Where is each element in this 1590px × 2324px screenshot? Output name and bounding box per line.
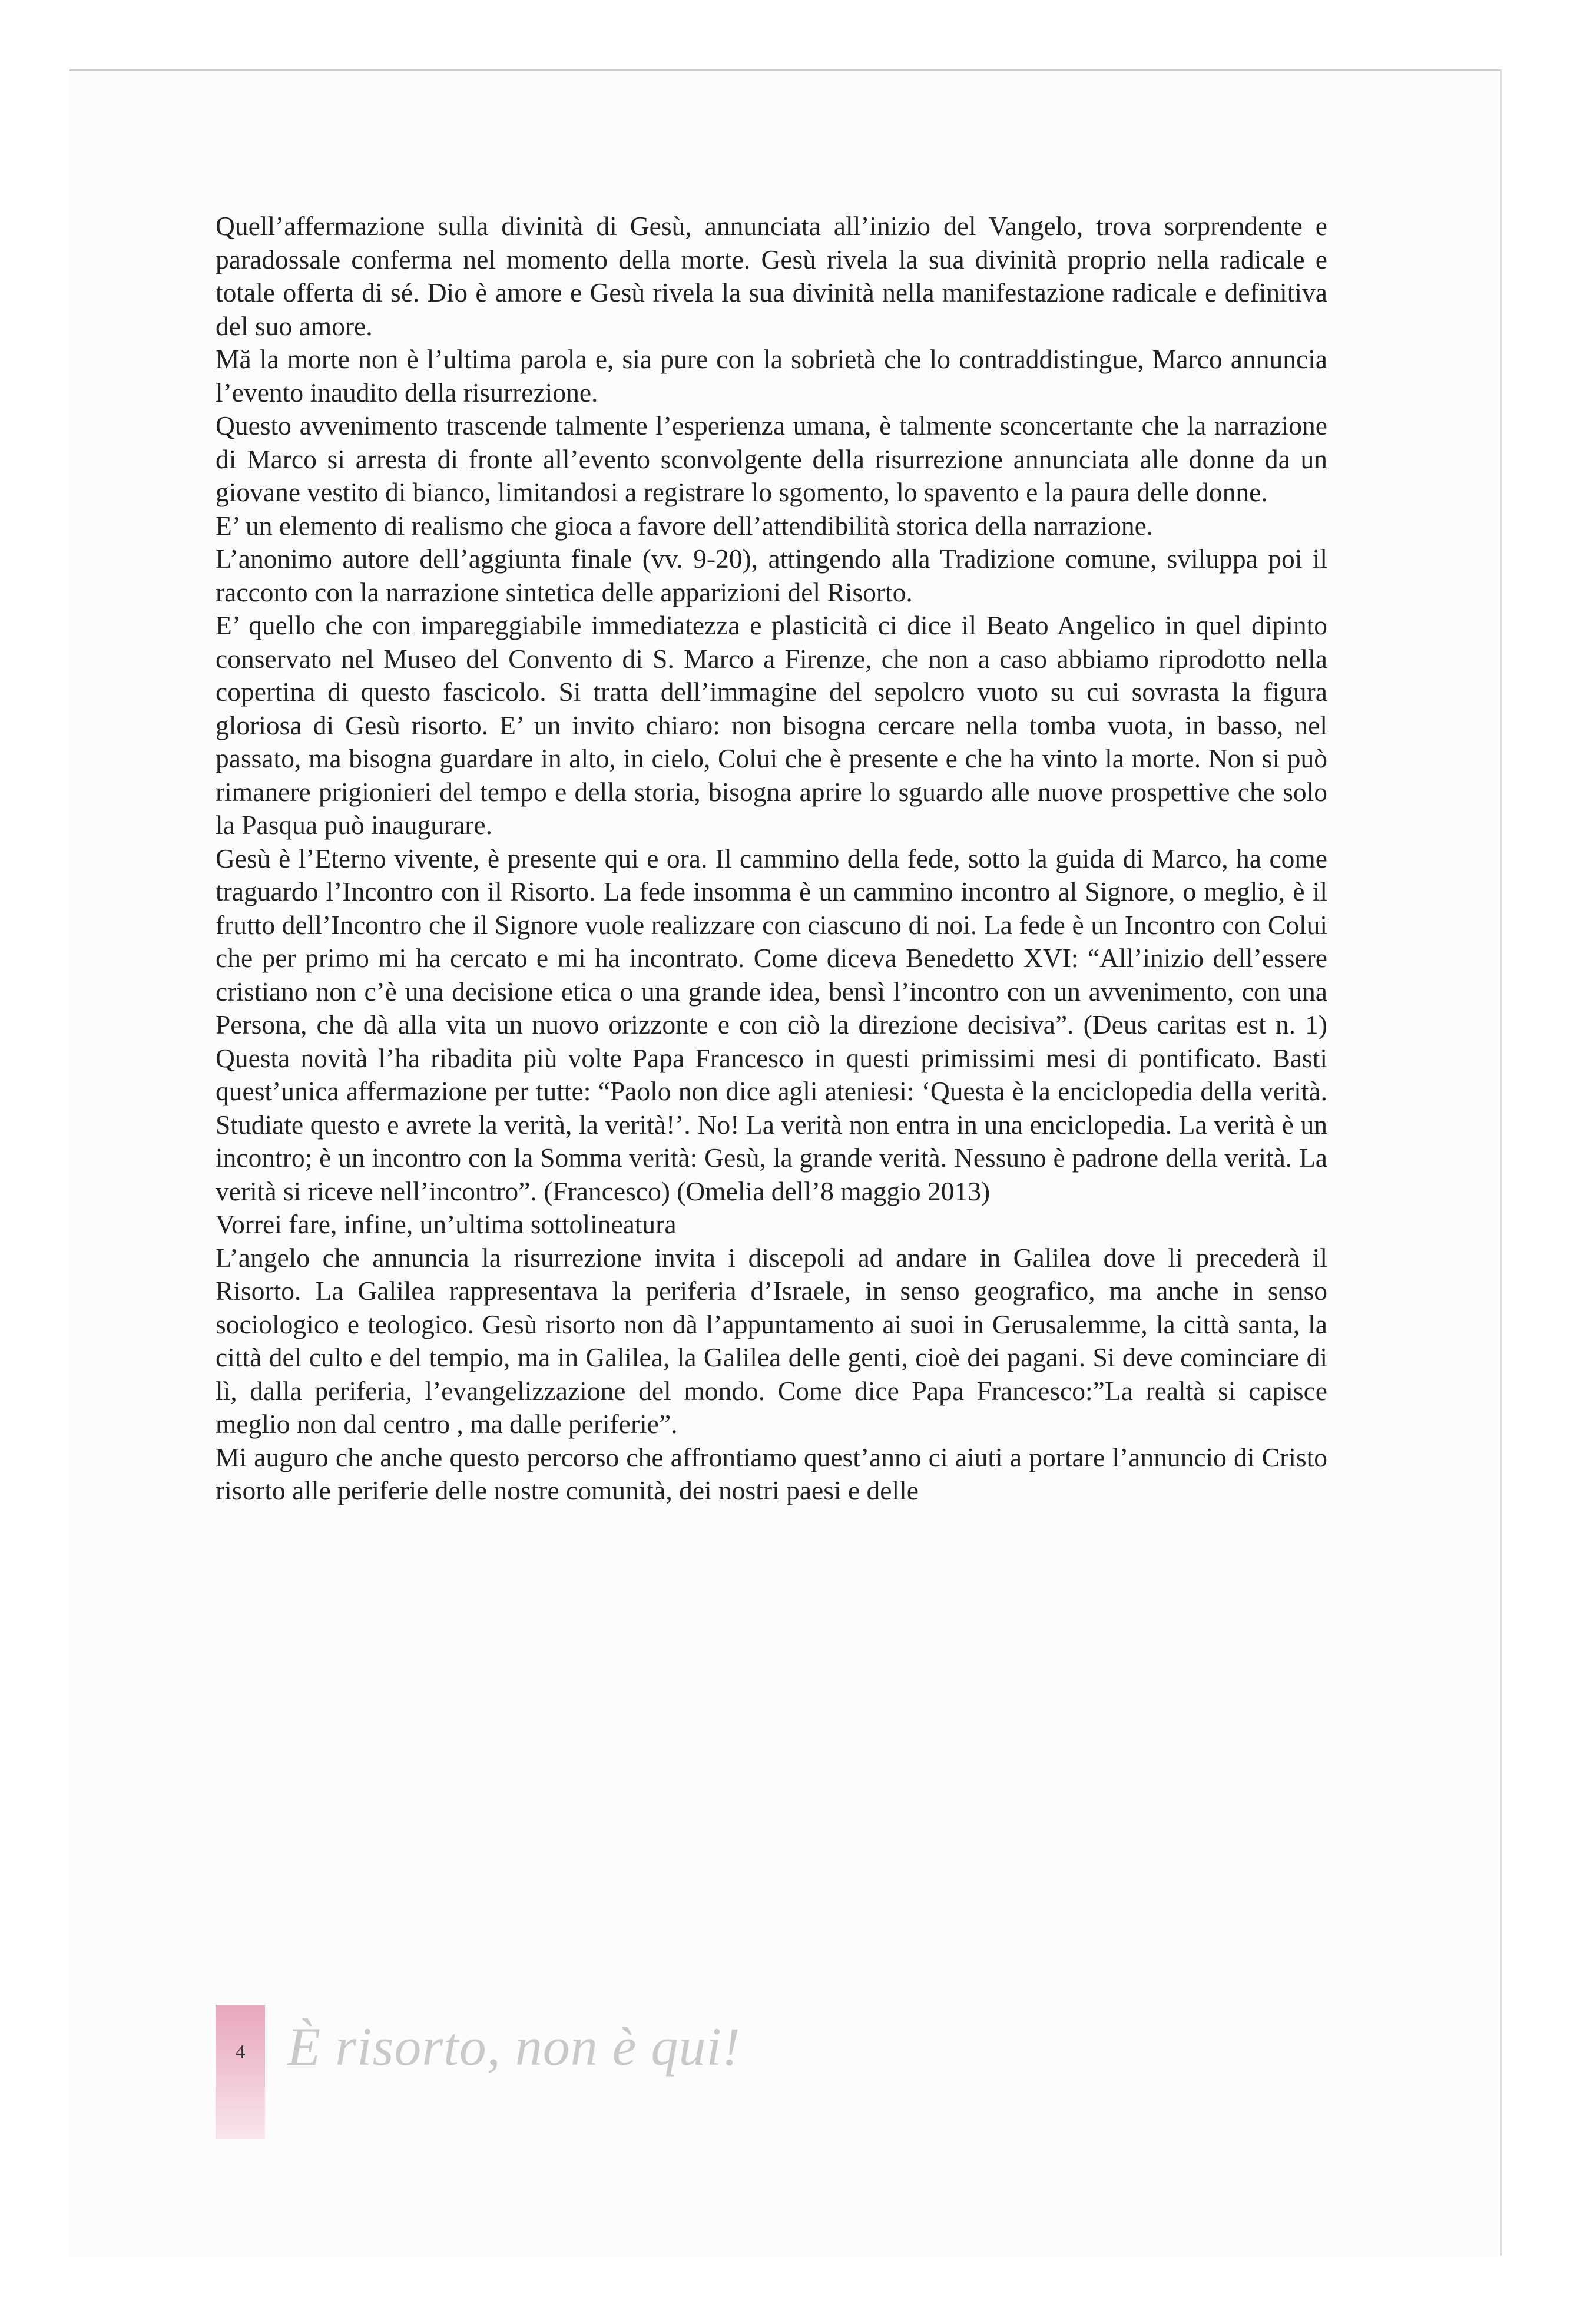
paragraph: Mi auguro che anche questo percorso che affrontiamo quest’anno ci aiuti a portare l’annuncio di Cristo risorto alle periferie delle nostre comunità, dei nostri paesi e delle xyxy=(216,1442,1327,1505)
article-body xyxy=(216,210,1327,1508)
running-title: È risorto, non è qui! xyxy=(287,2017,741,2077)
page-number: 4 xyxy=(235,2041,246,2063)
page-number-tab xyxy=(216,2005,265,2139)
paragraph: Questo avvenimento trascende talmente l’esperienza umana, è talmente sconcertante che la narrazione di Marco si arresta di fronte all’evento sconvolgente della risurrezione annunciata alle donne da un giovane vestito di bianco, limitandosi a registrare lo sgomento, lo spavento e la paura delle donne. xyxy=(216,410,1327,507)
paragraph: L’angelo che annuncia la risurrezione invita i discepoli ad andare in Galilea dove li precederà il Risorto. La Galilea rappresentava la periferia d’Israele, in senso geografico, ma anche in senso sociologico e teologico. Gesù risorto non dà l’appuntamento ai suoi in Gerusalemme, la città santa, la città del culto e del tempio, ma in Galilea, la Galilea delle genti, cioè dei pagani. Si deve cominciare di lì, dalla periferia, l’evangelizzazione del mondo. Come dice Papa Francesco:”La realtà si capisce meglio non dal centro , ma dalle periferie”. xyxy=(216,1242,1327,1439)
page-footer xyxy=(216,2005,1099,2139)
paragraph: L’anonimo autore dell’aggiunta finale (vv. 9-20), attingendo alla Tradizione comune, sviluppa poi il racconto con la narrazione sintetica delle apparizioni del Risorto. xyxy=(216,544,1327,607)
page-spine-edge xyxy=(1500,69,1502,2256)
paragraph: Quell’affermazione sulla divinità di Gesù, annunciata all’inizio del Vangelo, trova sorprendente e paradossale conferma nel momento della morte. Gesù rivela la sua divinità proprio nella radicale e totale offerta di sé. Dio è amore e Gesù rivela la sua divinità nella manifestazione radicale e definitiva del suo amore. xyxy=(216,211,1327,341)
paragraph: Mă la morte non è l’ultima parola e, sia pure con la sobrietà che lo contraddistingue, Marco annuncia l’evento inaudito della risurrezione. xyxy=(216,344,1327,408)
paragraph: E’ un elemento di realismo che gioca a favore dell’attendibilità storica della narrazione. xyxy=(216,510,1154,541)
paragraph: Vorrei fare, infine, un’ultima sottolineatura xyxy=(216,1209,677,1239)
paragraph: E’ quello che con impareggiabile immediatezza e plasticità ci dice il Beato Angelico in quel dipinto conservato nel Museo del Convento di S. Marco a Firenze, che non a caso abbiamo riprodotto nella copertina di questo fascicolo. Si tratta dell’immagine del sepolcro vuoto su cui sovrasta la figura gloriosa di Gesù risorto. E’ un invito chiaro: non bisogna cercare nella tomba vuota, in basso, nel passato, ma bisogna guardare in alto, in cielo, Colui che è presente e che ha vinto la morte. Non si può rimanere prigionieri del tempo e della storia, bisogna aprire lo sguardo alle nuove prospettive che solo la Pasqua può inaugurare. xyxy=(216,610,1327,840)
paragraph: Gesù è l’Eterno vivente, è presente qui e ora. Il cammino della fede, sotto la guida di Marco, ha come traguardo l’Incontro con il Risorto. La fede insomma è un cammino incontro al Signore, o meglio, è il frutto dell’Incontro che il Signore vuole realizzare con ciascuno di noi. La fede è un Incontro con Colui che per primo mi ha cercato e mi ha incontrato. Come diceva Benedetto XVI: “All’inizio dell’essere cristiano non c’è una decisione etica o una grande idea, bensì l’incontro con un avvenimento, con una Persona, che dà alla vita un nuovo orizzonte e con ciò la direzione decisiva”. (Deus caritas est n. 1) Questa novità l’ha ribadita più volte Papa Francesco in questi primissimi mesi di pontificato. Basti quest’unica affermazione per tutte: “Paolo non dice agli ateniesi: ‘Questa è la enciclopedia della verità. Studiate questo e avrete la verità, la verità!’. No! La verità non entra in una enciclopedia. La verità è un incontro; è un incontro con la Somma verità: Gesù, la grande verità. Nessuno è padrone della verità. La verità si riceve nell’incontro”. (Francesco) (Omelia dell’8 maggio 2013) xyxy=(216,843,1327,1206)
